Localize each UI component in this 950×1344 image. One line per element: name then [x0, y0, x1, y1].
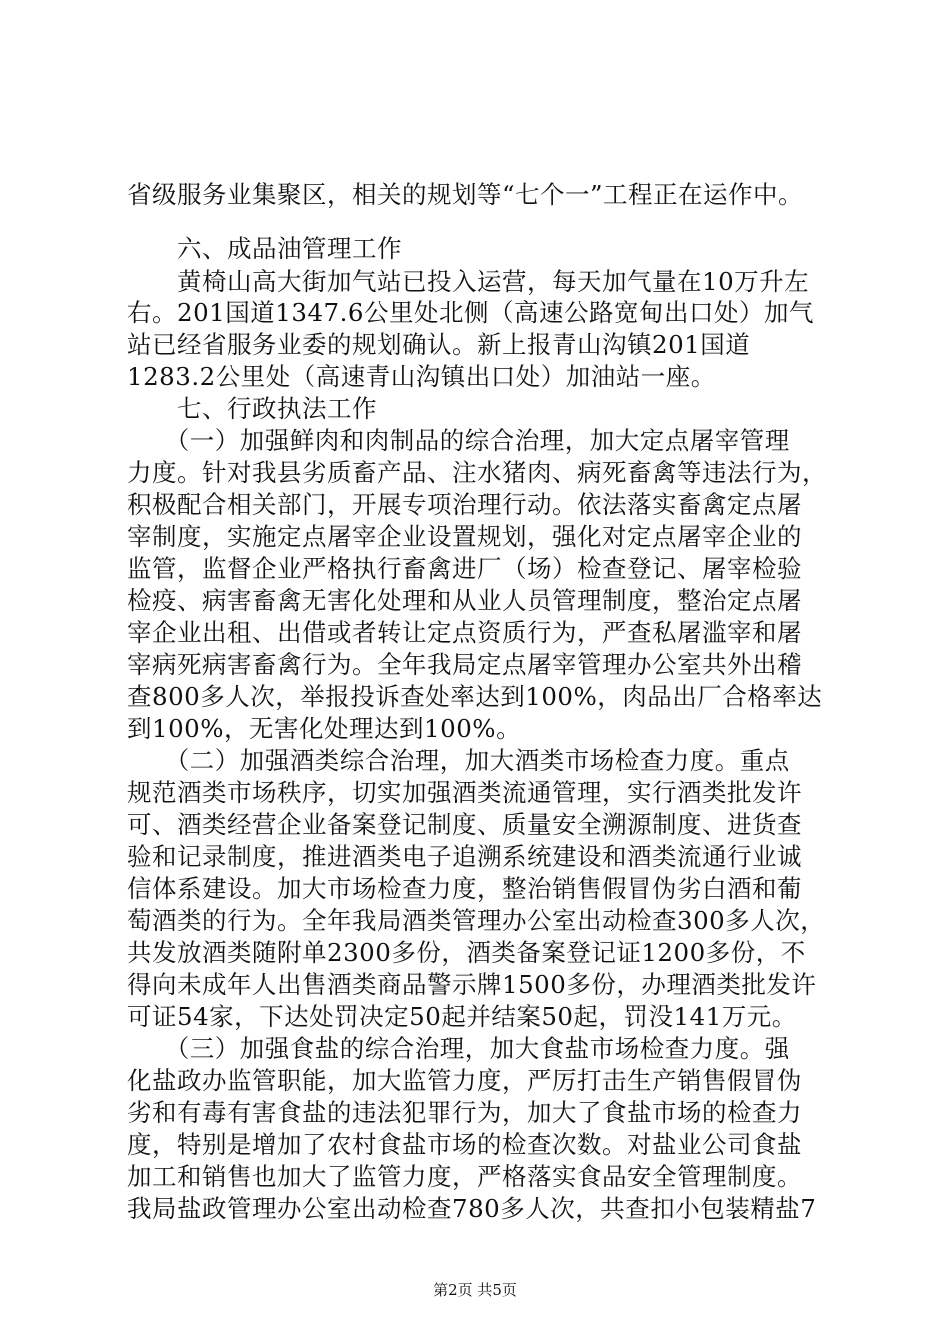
text-line: 1283.2公里处（高速青山沟镇出口处）加油站一座。 — [127, 362, 716, 391]
text-line: 监管，监督企业严格执行畜禽进厂（场）检查登记、屠宰检验 — [127, 554, 802, 583]
text-line: （一）加强鲜肉和肉制品的综合治理，加大定点屠宰管理 — [127, 426, 790, 455]
text-line: 黄椅山高大街加气站已投入运营，每天加气量在10万升左 — [127, 267, 810, 296]
text-line: （二）加强酒类综合治理，加大酒类市场检查力度。重点 — [127, 746, 790, 775]
text-line: 化盐政办监管职能，加大监管力度，严厉打击生产销售假冒伪 — [127, 1066, 802, 1095]
text-line: 到100%，无害化处理达到100%。 — [127, 714, 522, 743]
text-line: 信体系建设。加大市场检查力度，整治销售假冒伪劣白酒和葡 — [127, 874, 802, 903]
section-heading: 七、行政执法工作 — [127, 394, 377, 423]
text-line: 积极配合相关部门，开展专项治理行动。依法落实畜禽定点屠 — [127, 490, 802, 519]
text-line: 宰制度，实施定点屠宰企业设置规划，强化对定点屠宰企业的 — [127, 522, 802, 551]
text-line: 共发放酒类随附单2300多份，酒类备案登记证1200多份，不 — [127, 938, 806, 967]
text-line: 萄酒类的行为。全年我局酒类管理办公室出动检查300多人次， — [127, 906, 826, 935]
text-line: 省级服务业集聚区，相关的规划等“七个一”工程正在运作中。 — [127, 180, 804, 209]
text-line: 宰企业出租、出借或者转让定点资质行为，严查私屠滥宰和屠 — [127, 618, 802, 647]
text-line: 站已经省服务业委的规划确认。新上报青山沟镇201国道 — [127, 330, 751, 359]
text-line: 劣和有毒有害食盐的违法犯罪行为，加大了食盐市场的检查力 — [127, 1098, 802, 1127]
text-line: 可、酒类经营企业备案登记制度、质量安全溯源制度、进货查 — [127, 810, 802, 839]
text-line: （三）加强食盐的综合治理，加大食盐市场检查力度。强 — [127, 1034, 790, 1063]
section-heading: 六、成品油管理工作 — [127, 234, 402, 263]
text-line: 检疫、病害畜禽无害化处理和从业人员管理制度，整治定点屠 — [127, 586, 802, 615]
page-number: 第2页 共5页 — [433, 1281, 517, 1299]
text-line: 右。201国道1347.6公里处北侧（高速公路宽甸出口处）加气 — [127, 298, 814, 327]
text-line: 得向未成年人出售酒类商品警示牌1500多份，办理酒类批发许 — [127, 970, 817, 999]
text-line: 宰病死病害畜禽行为。全年我局定点屠宰管理办公室共外出稽 — [127, 650, 802, 679]
text-line: 加工和销售也加大了监管力度，严格落实食品安全管理制度。 — [127, 1162, 802, 1191]
text-line: 查800多人次，举报投诉查处率达到100%，肉品出厂合格率达 — [127, 682, 823, 711]
text-line: 规范酒类市场秩序，切实加强酒类流通管理，实行酒类批发许 — [127, 778, 802, 807]
text-line: 力度。针对我县劣质畜产品、注水猪肉、病死畜禽等违法行为， — [127, 458, 827, 487]
text-line: 度，特别是增加了农村食盐市场的检查次数。对盐业公司食盐 — [127, 1130, 802, 1159]
text-line: 验和记录制度，推进酒类电子追溯系统建设和酒类流通行业诚 — [127, 842, 802, 871]
text-line: 我局盐政管理办公室出动检查780多人次，共查扣小包装精盐7 — [127, 1194, 817, 1223]
text-line: 可证54家，下达处罚决定50起并结案50起，罚没141万元。 — [127, 1002, 797, 1031]
